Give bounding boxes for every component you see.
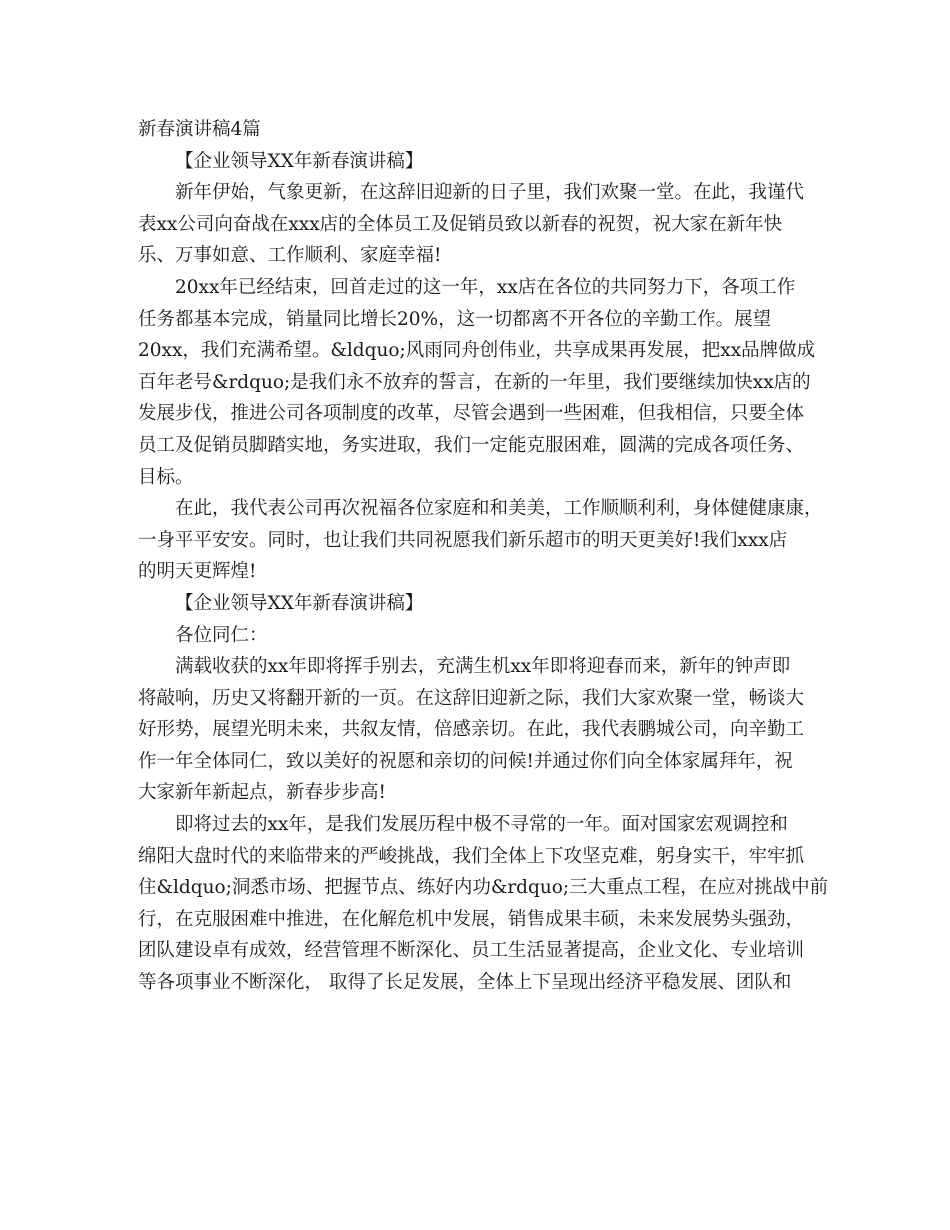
paragraph-line: 满载收获的xx年即将挥手别去，充满生机xx年即将迎春而来，新年的钟声即 [175, 656, 791, 678]
paragraph-line: 任务都基本完成，销量同比增长20%，这一切都离不开各位的辛勤工作。展望 [138, 308, 772, 330]
paragraph-line: 乐、万事如意、工作顺利、家庭幸福! [138, 245, 442, 267]
document-body [138, 114, 838, 999]
paragraph-line: 百年老号&rdquo;是我们永不放弃的誓言，在新的一年里，我们要继续加快xx店的 [138, 371, 811, 393]
paragraph-line: 住&ldquo;洞悉市场、把握节点、练好内功&rdquo;三大重点工程，在应对挑战中前 [138, 877, 829, 899]
paragraph-line: 目标。 [138, 466, 194, 488]
section-heading: 【企业领导XX年新春演讲稿】 [175, 592, 424, 614]
paragraph-line: 表xx公司向奋战在xxx店的全体员工及促销员致以新春的祝贺，祝大家在新年快 [138, 213, 783, 235]
paragraph-line: 大家新年新起点，新春步步高! [138, 782, 386, 804]
paragraph-line: 行，在克服困难中推进，在化解危机中发展，销售成果丰硕，未来发展势头强劲， [138, 908, 805, 930]
paragraph-line: 在此，我代表公司再次祝福各位家庭和和美美，工作顺顺利利，身体健健康康， [175, 498, 823, 520]
document-title: 新春演讲稿4篇 [138, 119, 261, 140]
paragraph-line: 团队建设卓有成效，经营管理不断深化、员工生活显著提高，企业文化、专业培训 [138, 940, 805, 962]
paragraph-line: 一身平平安安。同时，也让我们共同祝愿我们新乐超市的明天更美好!我们xxx店 [138, 529, 788, 551]
salutation: 各位同仁： [175, 624, 268, 646]
paragraph-line: 将敲响，历史又将翻开新的一页。在这辞旧迎新之际，我们大家欢聚一堂，畅谈大 [138, 687, 805, 709]
paragraph-line: 发展步伐，推进公司各项制度的改革，尽管会遇到一些困难，但我相信，只要全体 [138, 403, 805, 425]
paragraph-line: 等各项事业不断深化， 取得了长足发展，全体上下呈现出经济平稳发展、团队和 [138, 972, 792, 994]
paragraph-line: 员工及促销员脚踏实地，务实进取，我们一定能克服困难，圆满的完成各项任务、 [138, 434, 805, 456]
paragraph-line: 作一年全体同仁，致以美好的祝愿和亲切的问候!并通过你们向全体家属拜年，祝 [138, 750, 793, 772]
paragraph-line: 即将过去的xx年，是我们发展历程中极不寻常的一年。面对国家宏观调控和 [175, 814, 788, 836]
paragraph-line: 好形势，展望光明未来，共叙友情，倍感亲切。在此，我代表鹏城公司，向辛勤工 [138, 719, 805, 741]
section-heading: 【企业领导XX年新春演讲稿】 [175, 150, 424, 172]
paragraph-line: 的明天更辉煌! [138, 561, 257, 583]
paragraph-line: 20xx年已经结束，回首走过的这一年，xx店在各位的共同努力下，各项工作 [175, 276, 796, 298]
paragraph-line: 新年伊始，气象更新，在这辞旧迎新的日子里，我们欢聚一堂。在此，我谨代 [175, 182, 805, 204]
paragraph-line: 20xx，我们充满希望。&ldquo;风雨同舟创伟业，共享成果再发展，把xx品牌做成 [138, 340, 816, 362]
paragraph-line: 绵阳大盘时代的来临带来的严峻挑战，我们全体上下攻坚克难，躬身实干，牢牢抓 [138, 845, 805, 867]
